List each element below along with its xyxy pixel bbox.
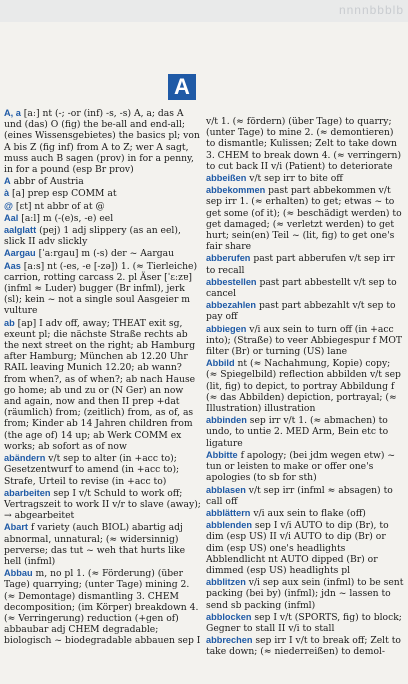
dictionary-entry xyxy=(206,415,404,449)
watermark: nnnnbbblb xyxy=(338,3,404,17)
entry-headword: abändern xyxy=(4,453,46,464)
entry-headword: Abart xyxy=(4,522,28,533)
entry-text: [ap] I adv off, away; THEAT exit sg, exeunt pl; die nächste Straße rechts ab the next street on the right; ab Hamburg after Hamburg; München ab 12.20 Uhr RAIL leaving Munich 12.20; ab wann? from when?, as of when?; ab nach Hause go home; ab und zu or (N Ger) an now and again, now and then II prep +dat (räumlich) from; (zeitlich) from, as of, as from; Kinder ab 14 Jahren children from (the age of) 14 up; ab Werk COMM ex works; ab sofort as of now xyxy=(4,317,196,452)
dictionary-entry xyxy=(206,358,404,414)
dictionary-entry xyxy=(4,261,202,317)
entry-text: abbr of Austria xyxy=(13,176,84,188)
entry-headword: abbeißen xyxy=(206,173,247,184)
entry-text: (pej) 1 adj slippery (as an eel), slick II adv slickly xyxy=(4,225,181,248)
entry-text: [a] prep esp COMM at xyxy=(12,188,117,200)
entry-text: m, no pl 1. (≈ Förderung) (über Tage) quarrying; (unter Tage) mining 2. (≈ Demontage) dismantling 3. CHEM decomposition; (im Körper) breakdown 4. (≈ Verringerung) reduction (+gen of) abbaubar adj CHEM degradable; biologisch ~ biodegradable abbauen sep I xyxy=(4,568,201,647)
entry-text: f variety (auch BIOL) abartig adj abnormal, unnatural; (≈ widersinnig) perverse; das tut ~ weh that hurts like hell (infml) xyxy=(4,522,186,567)
entry-headword: Abbitte xyxy=(206,449,238,460)
entry-text: sep I v/i AUTO to dip (Br), to dim (esp US) II v/i AUTO to dip (Br) or dim (esp US) one's headlights Abblendlicht nt AUTO dipped (Br) or dimmed (esp US) headlights pl xyxy=(206,520,389,576)
dictionary-entry xyxy=(4,108,202,175)
dictionary-entry xyxy=(4,225,202,247)
entry-headword: Aas xyxy=(4,260,21,271)
entry-headword: abbinden xyxy=(206,415,247,426)
entry-text: past part abbezahlt v/t sep to pay off xyxy=(206,300,396,323)
entry-text: [ˈaːrgau] m (-s) der ~ Aargau xyxy=(38,248,175,260)
entry-headword: A, a xyxy=(4,108,21,118)
dictionary-entry xyxy=(206,277,404,299)
entry-headword: abarbeiten xyxy=(4,487,51,498)
entry-text: f apology; (bei jdm wegen etw) ~ tun or leisten to make or offer one's apologies (to sb for sth) xyxy=(206,449,396,484)
section-letter: A xyxy=(168,74,196,100)
entry-text: [aːs] nt (-es, -e [-zə]) 1. (≈ Tierleiche) carrion, rotting carcass 2. pl Äser [ˈɛːzɐ] (infml ≈ Luder) bugger (Br infml), jerk (sl); kein ~ not a single soul Aasgeier m vulture xyxy=(4,260,198,317)
entry-text: v/t sep irr to bite off xyxy=(249,173,343,185)
entry-headword: abblasen xyxy=(206,484,246,495)
entry-text: sep I v/t (SPORTS, fig) to block; Gegner to stall II v/i to stall xyxy=(206,611,402,634)
entry-headword: Abbild xyxy=(206,358,235,369)
entry-headword: abblenden xyxy=(206,520,252,531)
entry-text: v/t sep irr (infml ≈ absagen) to call off xyxy=(206,484,393,507)
dictionary-entry xyxy=(4,188,202,199)
entry-text: v/i sep aux sein (infml) to be sent packing (bei by) (infml); jdn ~ lassen to send sb packing (infml) xyxy=(206,577,404,611)
entry-text: [ɛt] nt abbr of at @ xyxy=(15,200,105,212)
entry-headword: abbiegen xyxy=(206,323,247,334)
entry-text: nt (≈ Nachahmung, Kopie) copy; (≈ Spiegelbild) reflection abbilden v/t sep (lit, fig) to depict, to portray Abbildung f (≈ das Abbilden) depiction, portrayal; (≈ Illustration) illustration xyxy=(206,358,401,415)
dictionary-entry xyxy=(206,116,404,172)
entry-headword: abblättern xyxy=(206,507,251,518)
entry-headword: abberufen xyxy=(206,253,251,264)
entry-text: past part abbekommen v/t sep irr 1. (≈ erhalten) to get; etwas ~ to get some (of it); (≈ beschädigt werden) to get damaged; (≈ verletzt werden) to get hurt; sein(en) Teil ~ (lit, fig) to get one's fair share xyxy=(206,185,402,253)
dictionary-entry xyxy=(4,176,202,187)
left-column xyxy=(4,108,202,648)
entry-headword: Aargau xyxy=(4,248,36,259)
dictionary-entry xyxy=(206,635,404,657)
entry-text: [aːl] m (-(e)s, -e) eel xyxy=(21,212,114,224)
entry-text: sep irr v/t 1. (≈ abmachen) to undo, to untie 2. MED Arm, Bein etc to ligature xyxy=(206,415,389,449)
entry-text: past part abbestellt v/t sep to cancel xyxy=(206,276,397,300)
entry-text: v/i aux sein to turn off (in +acc into); (Straße) to veer Abbiegespur f MOT filter (Br) or turning (US) lane xyxy=(206,323,403,358)
dictionary-entry xyxy=(4,201,202,212)
dictionary-entry xyxy=(206,300,404,322)
dictionary-entry xyxy=(4,453,202,487)
entry-text: v/i aux sein to flake (off) xyxy=(253,507,366,519)
dictionary-entry xyxy=(206,324,404,358)
dictionary-entry xyxy=(206,173,404,184)
entry-headword: abblocken xyxy=(206,611,252,622)
entry-headword: Aal xyxy=(4,212,19,223)
entry-text: past part abberufen v/t sep irr to recall xyxy=(206,253,395,276)
dictionary-entry xyxy=(4,248,202,259)
entry-headword: A xyxy=(4,176,11,187)
dictionary-entry xyxy=(4,488,202,522)
entry-headword: @ xyxy=(4,200,13,211)
dictionary-entry xyxy=(206,253,404,275)
dictionary-entry xyxy=(206,520,404,576)
entry-headword: abbrechen xyxy=(206,635,253,646)
right-column xyxy=(206,116,404,659)
dictionary-entry xyxy=(206,577,404,611)
entry-headword: abblitzen xyxy=(206,577,246,588)
dictionary-entry xyxy=(206,508,404,519)
dictionary-entry xyxy=(206,485,404,507)
entry-text: v/t sep to alter (in +acc to); Gesetzentwurf to amend (in +acc to); Strafe, Urteil to revise (in +acc to) xyxy=(4,453,180,487)
dictionary-entry xyxy=(206,450,404,484)
entry-text: sep irr I v/t to break off; Zelt to take down; (≈ niederreißen) to demol- xyxy=(206,635,401,658)
entry-headword: Abbau xyxy=(4,568,33,579)
entry-text: v/t 1. (≈ fördern) (über Tage) to quarry; (unter Tage) to mine 2. (≈ demontieren) to dismantle; Kulissen; Zelt to take down 3. CHEM to break down 4. (≈ verringern) to cut back II v/i (Patient) to deteriorate xyxy=(206,116,402,172)
entry-headword: abbekommen xyxy=(206,185,266,196)
dictionary-entry xyxy=(4,568,202,646)
entry-text: [aː] nt (-; -or (inf) -s, -s) A, a; das A und (das) O (fig) the be-all and end-all; (eines Wissensgebietes) the basics pl; von A bis Z (fig inf) from A to Z; wer A sagt, muss auch B sagen (prov) in for a penny, in for a pound (esp Br prov) xyxy=(4,108,200,176)
entry-headword: à xyxy=(4,188,10,199)
entry-headword: abbestellen xyxy=(206,276,257,287)
entry-headword: aalglatt xyxy=(4,225,37,236)
dictionary-entry xyxy=(206,185,404,252)
dictionary-entry xyxy=(4,522,202,567)
dictionary-entry xyxy=(4,213,202,224)
entry-headword: ab xyxy=(4,317,15,328)
entry-headword: abbezahlen xyxy=(206,300,257,311)
dictionary-entry xyxy=(4,318,202,452)
entry-text: sep I v/t Schuld to work off; Vertragszeit to work II v/r to slave (away); → abgearbeitet xyxy=(4,487,201,522)
top-band xyxy=(0,0,408,22)
dictionary-entry xyxy=(206,612,404,634)
